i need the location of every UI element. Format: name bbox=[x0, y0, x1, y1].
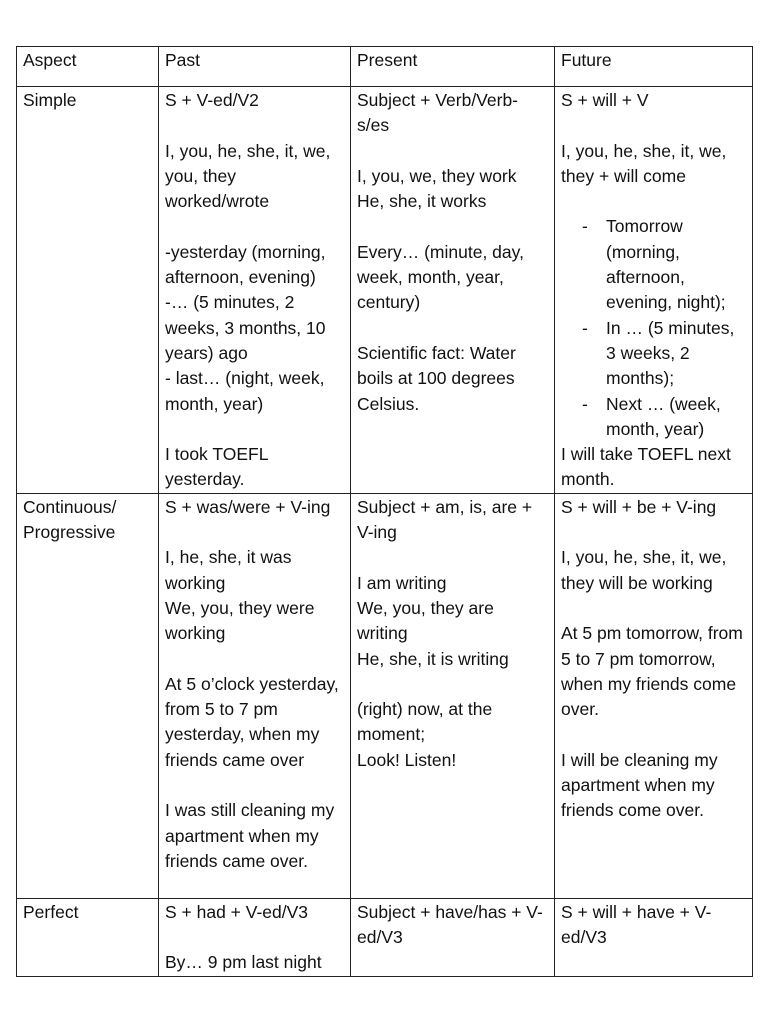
simple-future-formula: S + will + V bbox=[561, 90, 649, 110]
simple-past-cell bbox=[159, 87, 351, 494]
simple-future-subjects: I, you, he, she, it, we, they + will come bbox=[561, 140, 732, 186]
simple-aspect-label: Simple bbox=[23, 90, 77, 110]
spacer bbox=[165, 113, 344, 138]
header-future bbox=[555, 47, 753, 87]
perfect-past-cell bbox=[159, 898, 351, 976]
simple-present-cell bbox=[351, 87, 555, 494]
perfect-present-cell bbox=[351, 898, 555, 976]
header-aspect-label: Aspect bbox=[23, 50, 77, 70]
continuous-present-markers: (right) now, at the moment; Look! Listen! bbox=[357, 699, 493, 770]
simple-future-example: I will take TOEFL next month. bbox=[561, 444, 736, 490]
continuous-present-formula: Subject + am, is, are + V-ing bbox=[357, 496, 537, 543]
continuous-future-subjects: I, you, he, she, it, we, they will be working bbox=[561, 547, 732, 593]
perfect-future-cell bbox=[555, 898, 753, 976]
spacer bbox=[357, 139, 548, 164]
list-item bbox=[582, 214, 746, 315]
spacer bbox=[165, 925, 344, 950]
spacer bbox=[165, 520, 344, 545]
simple-past-example: I took TOEFL yesterday. bbox=[165, 444, 273, 490]
spacer bbox=[561, 722, 746, 747]
list-item bbox=[582, 392, 746, 443]
simple-present-formula: Subject + Verb/Verb-s/es bbox=[357, 90, 519, 136]
spacer bbox=[357, 672, 548, 697]
continuous-present-cell bbox=[351, 493, 555, 898]
spacer bbox=[165, 647, 344, 672]
list-item bbox=[582, 316, 746, 392]
perfect-past-formula: S + had + V-ed/V3 bbox=[165, 901, 309, 922]
simple-future-cell bbox=[555, 87, 753, 494]
continuous-past-subjects: I, he, she, it was working We, you, they were working bbox=[165, 547, 315, 644]
spacer bbox=[165, 773, 344, 798]
continuous-past-example: I was still cleaning my apartment when my friends came over. bbox=[165, 800, 340, 871]
continuous-future-example: I will be cleaning my apartment when my friends come over. bbox=[561, 749, 723, 821]
dash-bullet: - bbox=[582, 216, 588, 237]
simple-present-subjects: I, you, we, they work He, she, it works bbox=[357, 165, 517, 212]
perfect-future-formula: S + will + have + V-ed/V3 bbox=[561, 901, 712, 948]
header-past bbox=[159, 47, 351, 87]
simple-row bbox=[17, 87, 753, 494]
simple-past-formula: S + V-ed/V2 bbox=[165, 90, 259, 110]
continuous-past-markers: At 5 o’clock yesterday, from 5 to 7 pm yesterday, when my friends came over bbox=[165, 673, 344, 770]
header-future-label: Future bbox=[561, 50, 612, 70]
simple-present-markers: Every… (minute, day, week, month, year, century) bbox=[357, 241, 529, 313]
perfect-aspect-label: Perfect bbox=[23, 901, 79, 922]
header-present bbox=[351, 47, 555, 87]
continuous-present-subjects: I am writing We, you, they are writing He, she, it is writing bbox=[357, 572, 509, 669]
spacer bbox=[561, 189, 746, 214]
simple-future-marker-tomorrow: Tomorrow (morning, afternoon, evening, night); bbox=[606, 216, 726, 313]
simple-future-marker-in: In … (5 minutes, 3 weeks, 2 months); bbox=[606, 317, 735, 389]
simple-aspect-cell bbox=[17, 87, 159, 494]
spacer bbox=[357, 214, 548, 239]
header-row bbox=[17, 47, 753, 87]
continuous-row bbox=[17, 493, 753, 898]
spacer bbox=[561, 596, 746, 621]
perfect-past-markers: By… 9 pm last night bbox=[165, 952, 322, 973]
continuous-past-cell bbox=[159, 493, 351, 898]
continuous-aspect-label: Continuous/ Progressive bbox=[23, 496, 122, 543]
simple-future-markers-list bbox=[561, 214, 746, 442]
spacer bbox=[357, 545, 548, 570]
continuous-future-formula: S + will + be + V-ing bbox=[561, 496, 717, 517]
perfect-aspect-cell bbox=[17, 898, 159, 976]
spacer bbox=[357, 316, 548, 341]
simple-past-subjects: I, you, he, she, it, we, you, they worked/wrote bbox=[165, 140, 336, 212]
spacer bbox=[165, 214, 344, 239]
spacer bbox=[165, 417, 344, 442]
tense-aspect-table bbox=[16, 46, 753, 977]
continuous-past-formula: S + was/were + V-ing bbox=[165, 496, 331, 517]
continuous-aspect-cell bbox=[17, 493, 159, 898]
continuous-future-markers: At 5 pm tomorrow, from 5 to 7 pm tomorrow, when my friends come over. bbox=[561, 623, 748, 720]
simple-past-markers: -yesterday (morning, afternoon, evening) -… (5 minutes, 2 weeks, 3 months, 10 years) ago - last… (night, week, month, year) bbox=[165, 241, 326, 414]
spacer bbox=[561, 113, 746, 138]
perfect-present-formula: Subject + have/has + V-ed/V3 bbox=[357, 901, 543, 948]
perfect-row bbox=[17, 898, 753, 976]
dash-bullet: - bbox=[582, 393, 588, 414]
header-aspect bbox=[17, 47, 159, 87]
continuous-future-cell bbox=[555, 493, 753, 898]
simple-present-fact: Scientific fact: Water boils at 100 degrees Celsius. bbox=[357, 342, 521, 414]
spacer bbox=[561, 520, 746, 545]
header-present-label: Present bbox=[357, 50, 418, 70]
dash-bullet: - bbox=[582, 317, 588, 338]
simple-future-marker-next: Next … (week, month, year) bbox=[606, 393, 721, 439]
header-past-label: Past bbox=[165, 50, 201, 70]
